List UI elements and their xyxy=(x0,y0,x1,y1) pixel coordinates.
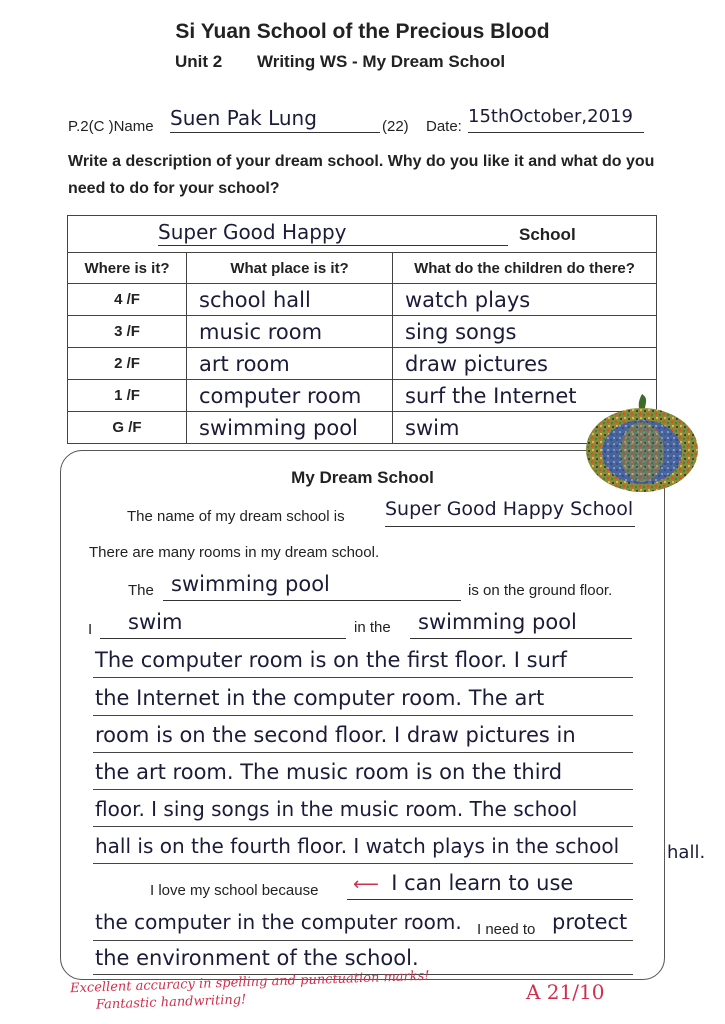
question-prompt: Write a description of your dream school. Why do you like it and what do you need to do for your school? xyxy=(68,153,655,197)
floor-cell: 2 /F xyxy=(68,348,187,380)
school-name-answer: Super Good Happy xyxy=(158,220,347,244)
love-line xyxy=(347,871,633,900)
school-name-cell xyxy=(68,216,657,253)
student-name: Suen Pak Lung xyxy=(170,106,317,130)
activity-answer: swim xyxy=(128,610,183,634)
essay-line: room is on the second floor. I draw pictures in xyxy=(95,723,576,747)
rooms-sentence: There are many rooms in my dream school. xyxy=(89,544,380,561)
need-answer: protect xyxy=(552,910,628,934)
activity-cell: watch plays xyxy=(393,284,657,316)
ruled-line xyxy=(93,715,633,716)
ruled-line xyxy=(93,789,633,790)
last-line: the environment of the school. xyxy=(95,946,419,970)
table-row xyxy=(68,380,657,412)
ruled-line xyxy=(93,752,633,753)
essay-line: The computer room is on the first floor. I surf xyxy=(95,648,567,672)
essay-line: the Internet in the computer room. The art xyxy=(95,686,545,710)
activity-cell: draw pictures xyxy=(393,348,657,380)
teacher-comment: Excellent accuracy in spelling and punctuation marks! xyxy=(69,968,430,997)
floor-cell: 4 /F xyxy=(68,284,187,316)
activity-cell: surf the Internet xyxy=(393,380,657,412)
header-where: Where is it? xyxy=(68,253,187,284)
love-answer: I can learn to use xyxy=(391,871,574,895)
ground-floor-line xyxy=(163,572,461,601)
header-place: What place is it? xyxy=(187,253,393,284)
insert-arrow-icon: ⟵ xyxy=(353,874,379,894)
love-line-2: the computer in the computer room. xyxy=(95,910,462,934)
place-cell: school hall xyxy=(187,284,393,316)
school-title: Si Yuan School of the Precious Blood xyxy=(175,20,550,43)
grade-mark: A 21/10 xyxy=(526,980,605,1004)
school-label: School xyxy=(519,225,576,244)
ruled-line xyxy=(93,863,633,864)
place-cell: swimming pool xyxy=(187,412,393,444)
pumpkin-sticker-icon xyxy=(582,388,702,496)
name-prompt: The name of my dream school is xyxy=(127,508,345,525)
the-label: The xyxy=(128,582,154,599)
dream-school-line xyxy=(385,498,635,527)
name-line xyxy=(170,104,380,133)
essay-line: hall is on the fourth floor. I watch plays in the school xyxy=(95,834,620,858)
table-row xyxy=(68,412,657,444)
floor-cell: 3 /F xyxy=(68,316,187,348)
ground-floor-suffix: is on the ground floor. xyxy=(468,582,613,599)
date-value: 15thOctober,2019 xyxy=(468,106,633,127)
ground-floor-answer: swimming pool xyxy=(171,572,330,596)
in-the-label: in the xyxy=(354,619,391,636)
essay-heading: My Dream School xyxy=(291,468,434,487)
ruled-line xyxy=(93,940,633,941)
dream-school-table xyxy=(67,215,657,444)
teacher-comment-2: Fantastic handwriting! xyxy=(95,992,247,1013)
activity-line xyxy=(100,610,346,639)
essay-line: the art room. The music room is on the third xyxy=(95,760,563,784)
i-label: I xyxy=(88,621,93,638)
place-line xyxy=(410,610,632,639)
table-header-row xyxy=(68,253,657,284)
activity-cell: sing songs xyxy=(393,316,657,348)
essay-line: floor. I sing songs in the music room. The school xyxy=(95,797,578,821)
place-cell: art room xyxy=(187,348,393,380)
activity-cell: swim xyxy=(393,412,657,444)
table-school-row xyxy=(68,216,657,253)
table-row xyxy=(68,348,657,380)
need-prompt: I need to xyxy=(477,921,536,938)
table-row xyxy=(68,284,657,316)
unit-label: Unit 2 xyxy=(175,52,223,71)
ruled-line xyxy=(93,826,633,827)
place-answer: swimming pool xyxy=(418,610,577,634)
date-line xyxy=(468,104,644,133)
ruled-line xyxy=(93,677,633,678)
school-name-line xyxy=(158,220,508,246)
date-label: Date: xyxy=(426,118,462,135)
dream-school-answer: Super Good Happy School xyxy=(385,498,634,520)
table-row xyxy=(68,316,657,348)
place-cell: computer room xyxy=(187,380,393,412)
student-number: (22) xyxy=(382,118,409,135)
floor-cell: G /F xyxy=(68,412,187,444)
essay-overflow: hall. xyxy=(667,842,706,863)
header-activity: What do the children do there? xyxy=(393,253,657,284)
worksheet-subtitle xyxy=(175,52,505,72)
love-prompt: I love my school because xyxy=(150,882,319,899)
place-cell: music room xyxy=(187,316,393,348)
class-label: P.2(C )Name xyxy=(68,118,154,135)
floor-cell: 1 /F xyxy=(68,380,187,412)
worksheet-label: Writing WS - My Dream School xyxy=(256,52,506,71)
